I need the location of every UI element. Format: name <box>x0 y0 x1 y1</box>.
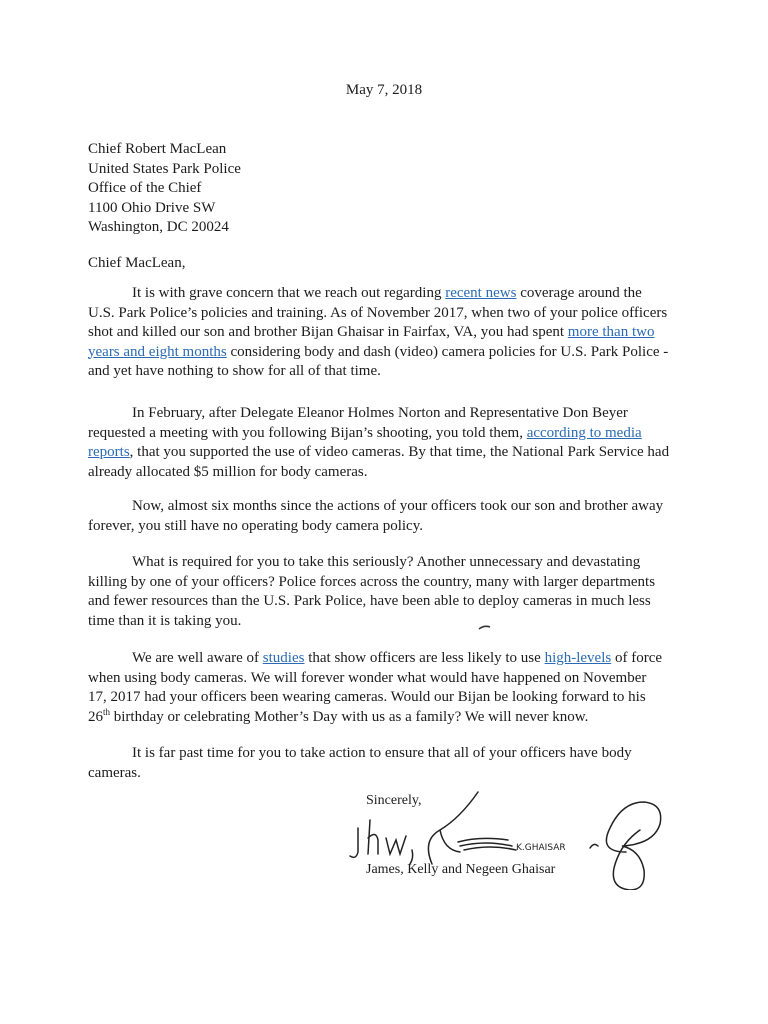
recipient-line: 1100 Ohio Drive SW <box>88 199 216 216</box>
recent-news-link[interactable]: recent news <box>445 285 517 301</box>
text-span: shot and killed our son and brother Bijan Ghaisar in Fairfax, VA, you had spent <box>88 324 568 340</box>
paragraph-line <box>88 424 688 444</box>
paragraph-line <box>88 323 688 343</box>
paragraph-line: killing by one of your officers? Police forces across the country, many with larger departments <box>88 573 656 590</box>
text-span: It is with grave concern that we reach out regarding <box>132 285 446 301</box>
paragraph-line <box>88 708 688 728</box>
paragraph-line: and yet have nothing to show for all of that time. <box>88 363 381 379</box>
paragraph-line <box>88 649 688 669</box>
paragraph-2 <box>88 404 688 482</box>
recipient-line: Chief Robert MacLean <box>88 141 227 157</box>
text-span: coverage around the <box>516 285 642 301</box>
paragraph-line: U.S. Park Police’s policies and training. As of November 2017, when two of your police officers <box>88 304 668 321</box>
closing: Sincerely, <box>366 793 422 808</box>
paragraph-line: Now, almost six months since the actions of your officers took our son and brother away <box>132 498 664 514</box>
paragraph-5 <box>88 649 688 727</box>
recipient-line: Washington, DC 20024 <box>88 219 229 235</box>
media-reports-link-cont[interactable]: reports <box>88 444 130 460</box>
text-span: considering body and dash (video) camera policies for U.S. Park Police - <box>226 343 669 360</box>
paragraph-line: already allocated $5 million for body cameras. <box>88 463 368 480</box>
scan-speck <box>478 624 492 632</box>
text-span: of force <box>611 650 663 666</box>
paragraph-line: cameras. <box>88 764 141 781</box>
paragraph-4 <box>88 553 688 631</box>
ordinal-suffix: th <box>103 706 111 717</box>
text-span: birthday or celebrating Mother’s Day with us as a family? We will never know. <box>110 708 589 725</box>
paragraph-line: It is far past time for you to take action to ensure that all of your officers have body <box>132 745 632 761</box>
paragraph-line: time than it is taking you. <box>88 612 242 629</box>
paragraph-line: and fewer resources than the U.S. Park Police, have been able to deploy cameras in much less <box>88 593 651 609</box>
paragraph-line: when using body cameras. We will forever wonder what would have happened on November <box>88 669 647 686</box>
recipient-address <box>88 140 241 238</box>
studies-link[interactable]: studies <box>262 650 305 666</box>
text-span: , that you supported the use of video cameras. By that time, the National Park Service had <box>129 444 670 460</box>
paragraph-6 <box>88 744 688 783</box>
text-span: We are well aware of <box>132 650 263 666</box>
paragraph-1 <box>88 284 688 382</box>
text-span: 26 <box>88 708 103 725</box>
paragraph-line: In February, after Delegate Eleanor Holmes Norton and Representative Don Beyer <box>132 405 628 421</box>
paragraph-line <box>88 343 688 363</box>
text-span: that show officers are less likely to use <box>304 650 545 666</box>
duration-link[interactable]: more than two <box>567 324 655 340</box>
paragraph-line <box>88 443 688 463</box>
paragraph-line: What is required for you to take this seriously? Another unnecessary and devastating <box>132 554 641 570</box>
signers-name: James, Kelly and Negeen Ghaisar <box>366 862 556 877</box>
paragraph-line: 17, 2017 had your officers been wearing cameras. Would our Bijan be looking forward to his <box>88 689 646 705</box>
duration-link-cont[interactable]: years and eight months <box>88 343 227 360</box>
media-reports-link[interactable]: according to media <box>526 424 642 441</box>
salutation: Chief MacLean, <box>88 255 186 271</box>
recipient-line: Office of the Chief <box>88 180 202 196</box>
text-span: requested a meeting with you following Bijan’s shooting, you told them, <box>88 424 527 441</box>
paragraph-line: forever, you still have no operating body camera policy. <box>88 517 423 534</box>
recipient-line: United States Park Police <box>88 160 241 177</box>
paragraph-line <box>88 284 688 304</box>
high-levels-link[interactable]: high-levels <box>544 650 612 666</box>
letter-date: May 7, 2018 <box>345 82 423 98</box>
paragraph-3 <box>88 497 688 536</box>
signature-scrawl: K.GHAISAR <box>516 843 566 853</box>
